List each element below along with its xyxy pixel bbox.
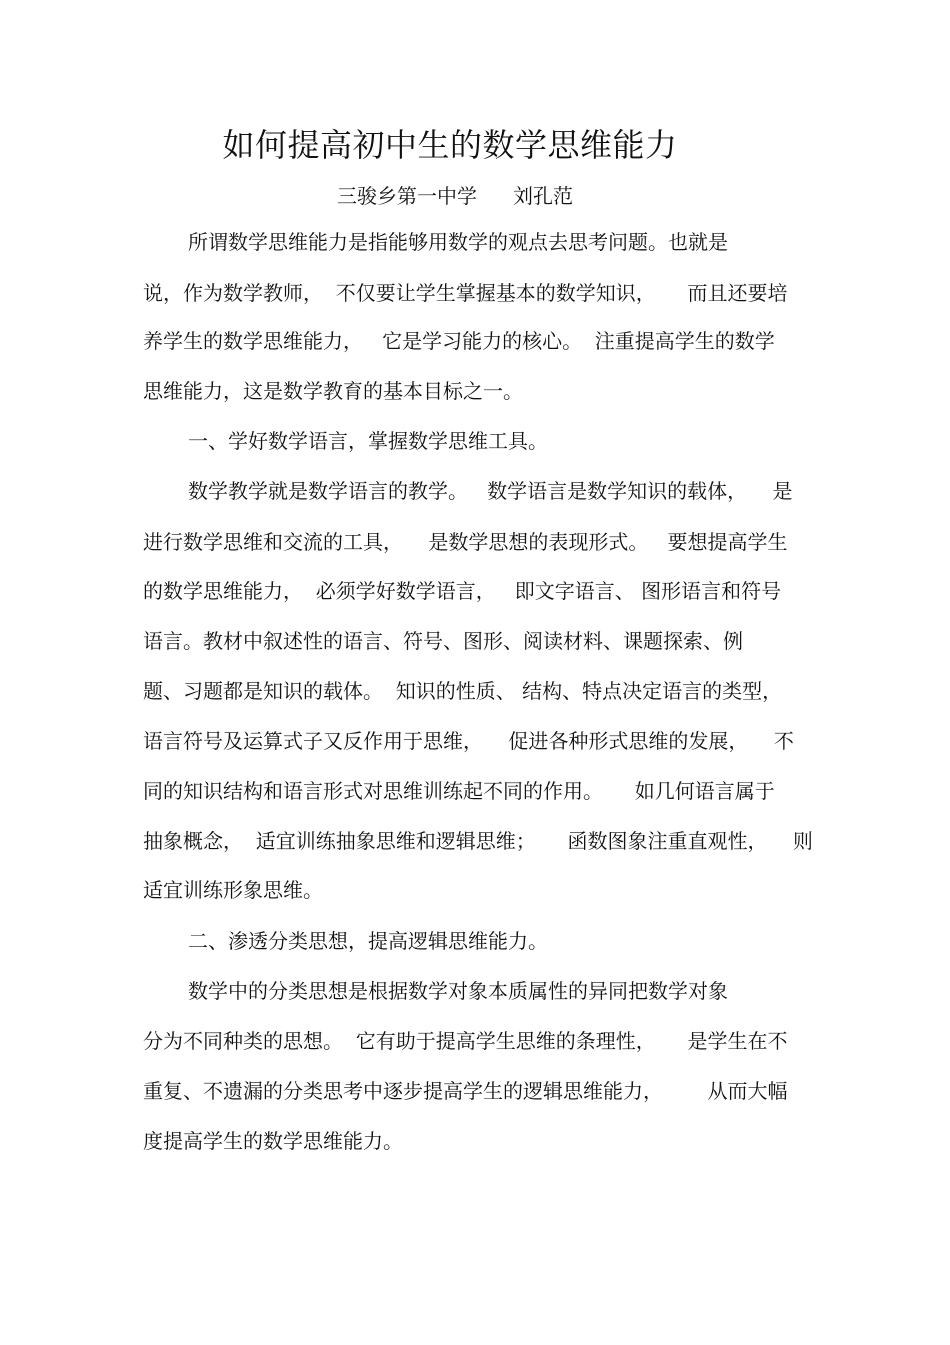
body-line: 数学教学就是数学语言的教学。 数学语言是数学知识的载体， 是: [188, 479, 793, 503]
body-line: 同的知识结构和语言形式对思维训练起不同的作用。 如几何语言属于: [143, 779, 775, 803]
body-line: 养学生的数学思维能力， 它是学习能力的核心。 注重提高学生的数学: [143, 329, 775, 353]
body-line: 语言。教材中叙述性的语言、符号、图形、阅读材料、课题探索、例: [143, 629, 743, 653]
section-heading: 二、渗透分类思想，提高逻辑思维能力。: [188, 929, 548, 953]
body-line: 思维能力，这是数学教育的基本目标之一。: [143, 379, 523, 403]
school-name: 三骏乡第一中学: [337, 184, 477, 208]
section-heading: 一、学好数学语言，掌握数学思维工具。: [188, 429, 548, 453]
body-line: 的数学思维能力， 必须学好数学语言， 即文字语言、 图形语言和符号: [143, 579, 782, 603]
author-name: 刘孔范: [513, 184, 573, 208]
byline: [0, 180, 910, 209]
body-line: 题、习题都是知识的载体。 知识的性质、 结构、特点决定语言的类型，: [143, 679, 783, 703]
body-line: 语言符号及运算式子又反作用于思维， 促进各种形式思维的发展， 不: [143, 729, 794, 753]
body-line: 重复、不遗漏的分类思考中逐步提高学生的逻辑思维能力， 从而大幅: [143, 1079, 788, 1103]
body-line: 抽象概念， 适宜训练抽象思维和逻辑思维； 函数图象注重直观性， 则: [143, 829, 813, 853]
body-line: 进行数学思维和交流的工具， 是数学思想的表现形式。 要想提高学生: [143, 530, 788, 554]
body-line: 度提高学生的数学思维能力。: [143, 1129, 403, 1153]
body-line: 分为不同种类的思想。 它有助于提高学生思维的条理性， 是学生在不: [143, 1029, 788, 1053]
body-line: 适宜训练形象思维。: [143, 878, 323, 902]
body-line: 所谓数学思维能力是指能够用数学的观点去思考问题。也就是: [188, 230, 728, 254]
document-title: 如何提高初中生的数学思维能力: [222, 126, 678, 164]
body-line: 说，作为数学教师， 不仅要让学生掌握基本的数学知识， 而且还要培: [143, 281, 788, 305]
body-line: 数学中的分类思想是根据数学对象本质属性的异同把数学对象: [188, 979, 728, 1003]
